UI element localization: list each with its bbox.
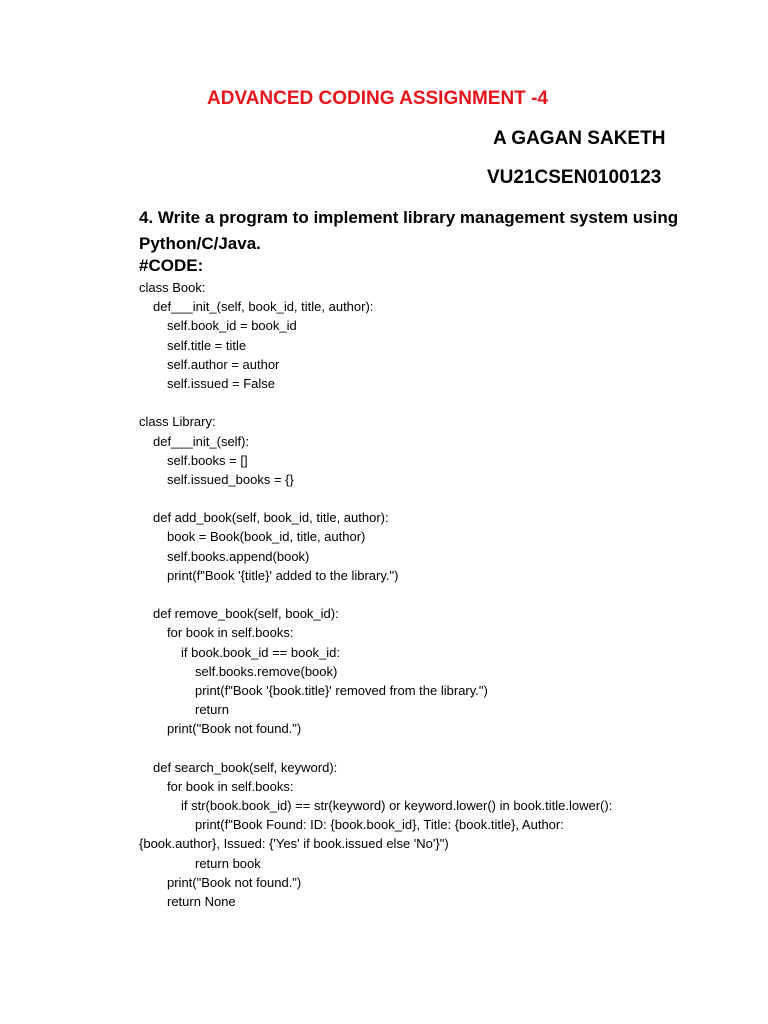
code-line: print(f"Book '{title}' added to the library."): [167, 567, 399, 583]
assignment-title: ADVANCED CODING ASSIGNMENT -4: [207, 88, 548, 109]
code-block: [139, 278, 679, 911]
code-line: print(f"Book '{book.title}' removed from the library."): [195, 682, 488, 698]
code-line: print("Book not found."): [167, 874, 302, 890]
code-line: def add_book(self, book_id, title, author):: [153, 510, 389, 526]
code-line: self.books = []: [167, 452, 248, 468]
code-line: [139, 739, 679, 758]
code-line: self.book_id = book_id: [167, 318, 297, 334]
code-line: for book in self.books:: [167, 778, 294, 794]
code-line: return None: [167, 894, 236, 909]
code-line: def___init_(self, book_id, title, author):: [153, 299, 374, 315]
code-line: def remove_book(self, book_id):: [153, 606, 339, 622]
code-line: def___init_(self):: [153, 433, 250, 449]
code-line: book = Book(book_id, title, author): [167, 529, 366, 545]
code-line: [139, 585, 679, 604]
code-line: [139, 393, 679, 412]
code-line: {book.author}, Issued: {'Yes' if book.issued else 'No'}"): [139, 836, 449, 852]
code-line: def search_book(self, keyword):: [153, 759, 338, 775]
code-line: return book: [195, 855, 261, 871]
code-line: self.books.append(book): [167, 548, 310, 564]
code-line: self.author = author: [167, 356, 280, 372]
author-name: A GAGAN SAKETH: [493, 128, 666, 149]
question-text: 4. Write a program to implement library management system using Python/C/Java.: [139, 208, 679, 253]
registration-number: VU21CSEN0100123: [487, 167, 662, 188]
code-line: return: [195, 702, 229, 718]
code-line: class Library:: [139, 414, 216, 430]
code-line: for book in self.books:: [167, 625, 294, 641]
code-line: self.title = title: [167, 337, 247, 353]
code-line: print("Book not found."): [167, 721, 302, 737]
code-line: if str(book.book_id) == str(keyword) or keyword.lower() in book.title.lower():: [181, 798, 613, 814]
code-line: print(f"Book Found: ID: {book.book_id}, Title: {book.title}, Author:: [195, 817, 564, 833]
code-line: self.issued = False: [167, 375, 276, 391]
code-line: class Book:: [139, 280, 206, 295]
code-heading: #CODE:: [139, 256, 204, 275]
code-line: self.issued_books = {}: [167, 471, 294, 487]
code-line: [139, 489, 679, 508]
code-line: if book.book_id == book_id:: [181, 644, 341, 660]
code-line: self.books.remove(book): [195, 663, 338, 679]
